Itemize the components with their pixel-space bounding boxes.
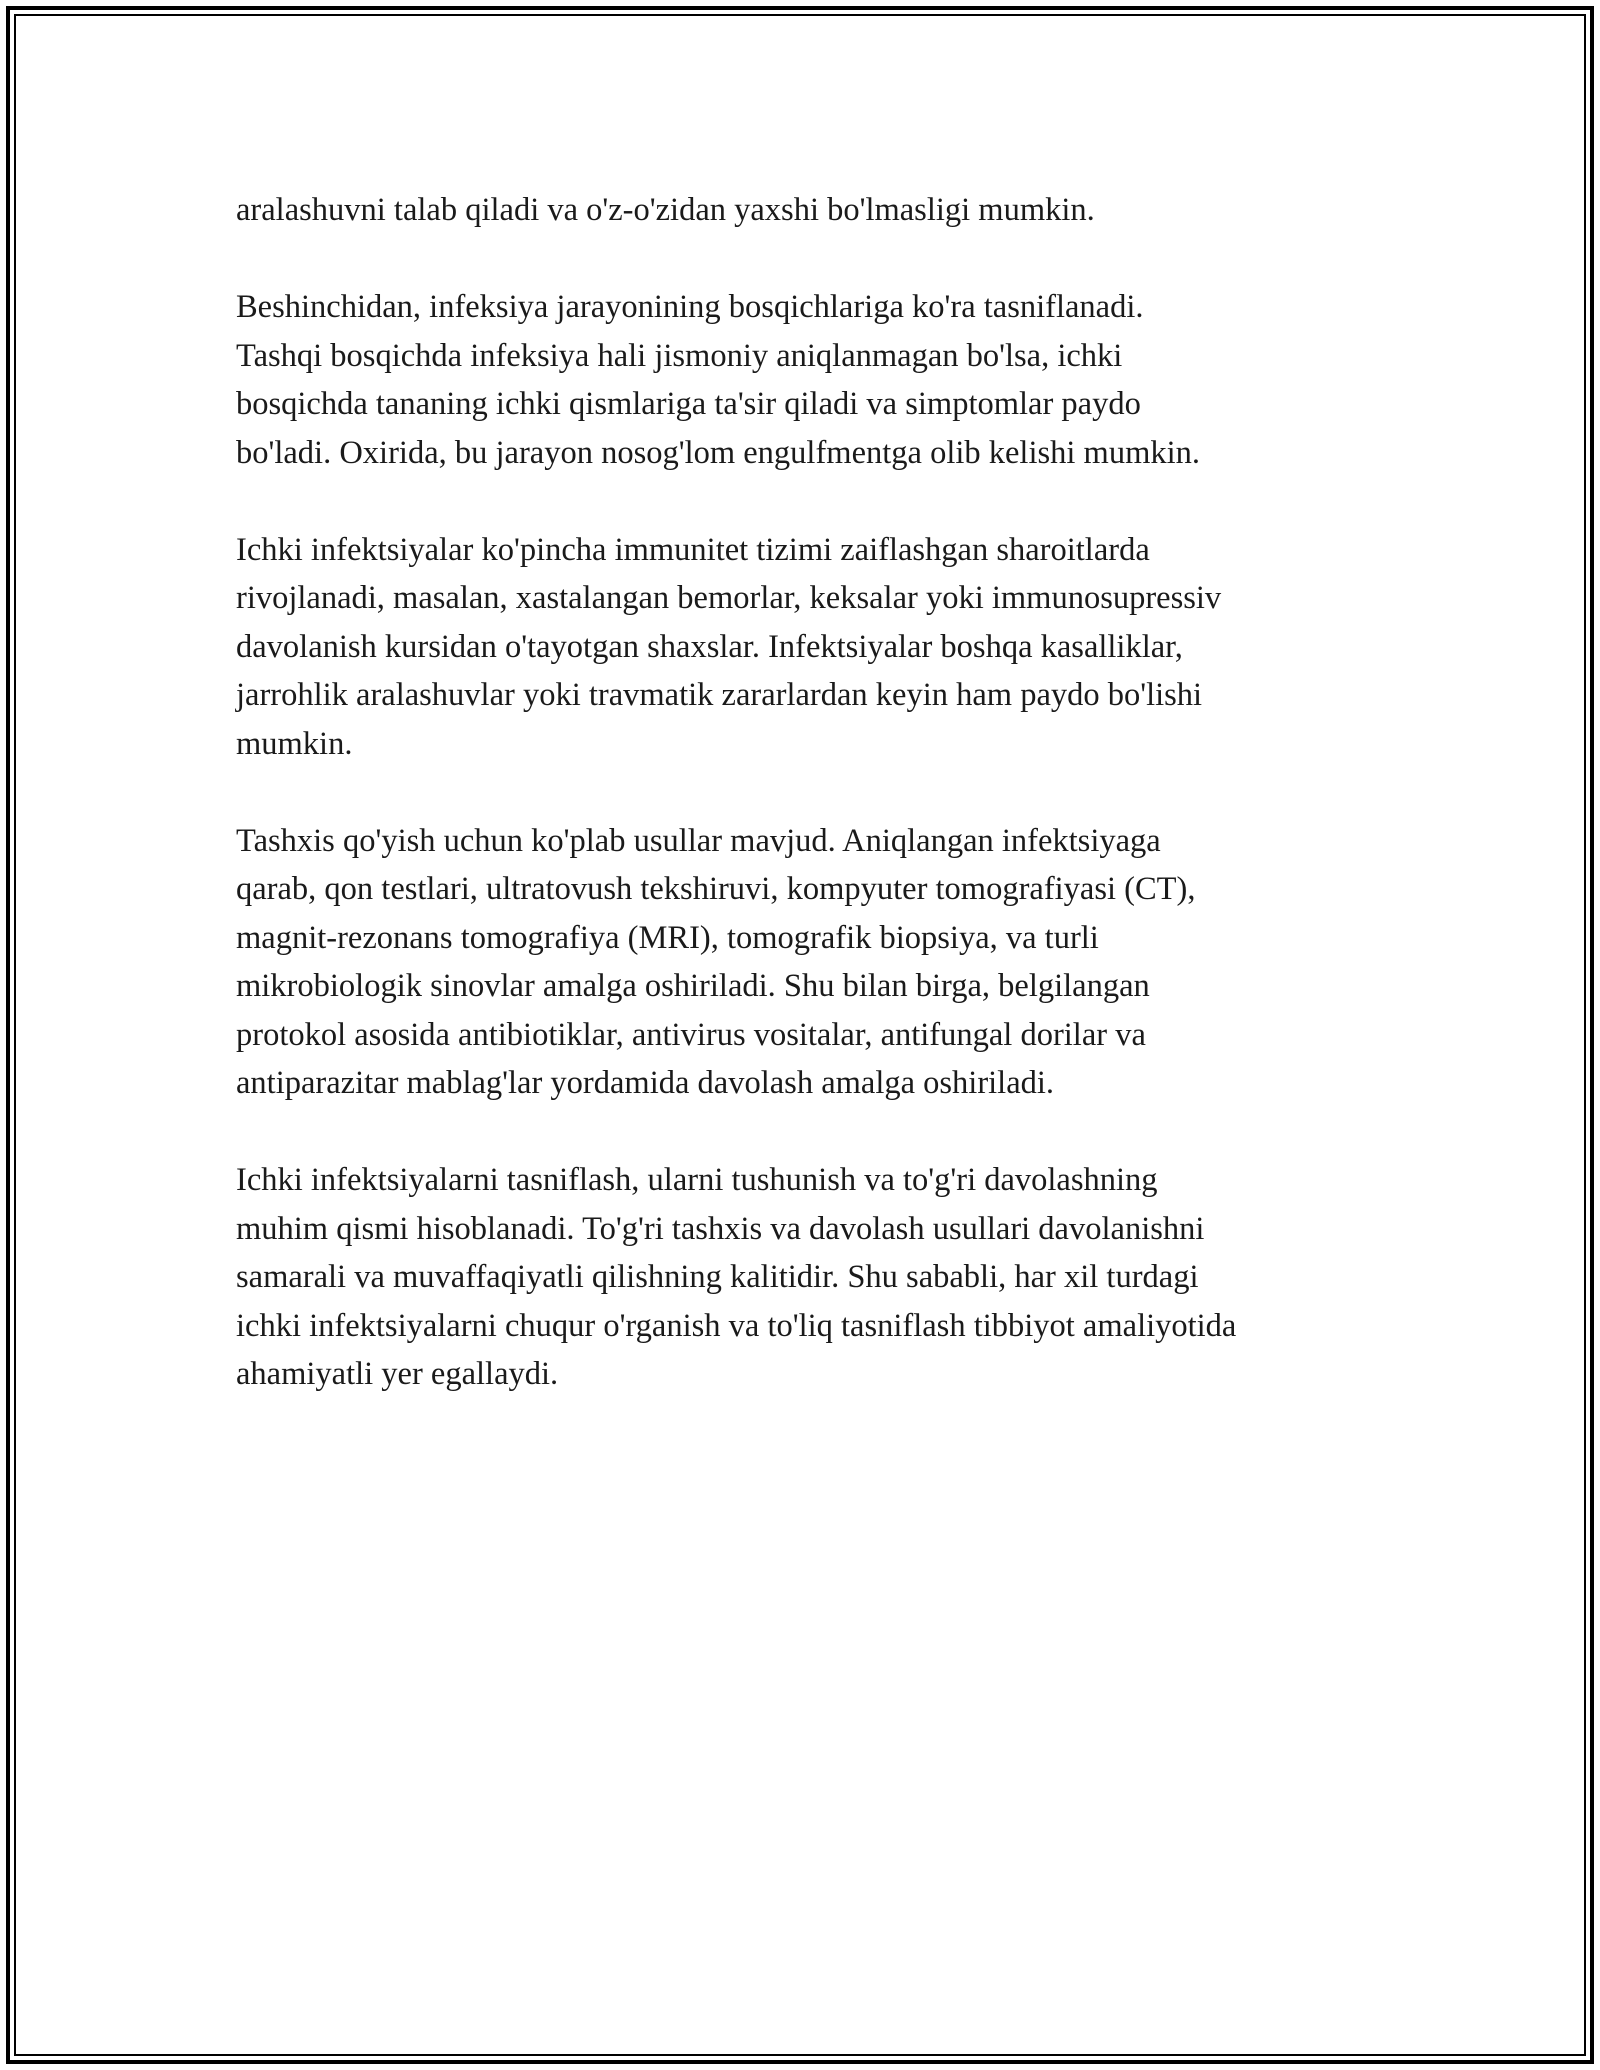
text-line: Beshinchidan, infeksiya jarayonining bosqichlariga ko'ra tasniflanadi. [236, 289, 1144, 325]
text-line: muhim qismi hisoblanadi. To'g'ri tashxis va davolash usullari davolanishni [236, 1210, 1205, 1247]
text-line: aralashuvni talab qiladi va o'z-o'zidan yaxshi bo'lmasligi mumkin. [236, 192, 1095, 228]
text-line: Ichki infektsiyalarni tasniflash, ularni tushunish va to'g'ri davolashning [236, 1162, 1158, 1198]
document-body [236, 186, 1416, 1447]
text-line: ichki infektsiyalarni chuqur o'rganish va to'liq tasniflash tibbiyot amaliyotida [236, 1307, 1237, 1344]
text-line: magnit-rezonans tomografiya (MRI), tomografik biopsiya, va turli [236, 919, 1099, 956]
text-line: mumkin. [236, 725, 353, 762]
paragraph-1 [236, 186, 1416, 235]
text-line: qarab, qon testlari, ultratovush tekshiruvi, kompyuter tomografiyasi (CT), [236, 871, 1196, 907]
text-line: mikrobiologik sinovlar amalga oshiriladi. Shu bilan birga, belgilangan [236, 968, 1150, 1004]
paragraph-3 [236, 526, 1416, 769]
paragraph-4 [236, 817, 1416, 1108]
text-line: antiparazitar mablag'lar yordamida davolash amalga oshiriladi. [236, 1065, 1055, 1101]
paragraph-2 [236, 283, 1416, 477]
text-line: ahamiyatli yer egallaydi. [236, 1356, 559, 1392]
text-line: Tashqi bosqichda infeksiya hali jismoniy aniqlanmagan bo'lsa, ichki [236, 337, 1123, 374]
text-line: Ichki infektsiyalar ko'pincha immunitet tizimi zaiflashgan sharoitlarda [236, 531, 1150, 568]
text-line: protokol asosida antibiotiklar, antivirus vositalar, antifungal dorilar va [236, 1016, 1146, 1053]
text-line: jarrohlik aralashuvlar yoki travmatik zararlardan keyin ham paydo bo'lishi [236, 677, 1203, 713]
text-line: rivojlanadi, masalan, xastalangan bemorlar, keksalar yoki immunosupressiv [236, 580, 1222, 616]
text-line: bosqichda tananing ichki qismlariga ta'sir qiladi va simptomlar paydo [236, 386, 1141, 422]
text-line: bo'ladi. Oxirida, bu jarayon nosog'lom engulfmentga olib kelishi mumkin. [236, 434, 1201, 471]
text-line: Tashxis qo'yish uchun ko'plab usullar mavjud. Aniqlangan infektsiyaga [236, 822, 1161, 859]
text-line: samarali va muvaffaqiyatli qilishning kalitidir. Shu sababli, har xil turdagi [236, 1259, 1199, 1295]
paragraph-5 [236, 1156, 1416, 1399]
text-line: davolanish kursidan o'tayotgan shaxslar. Infektsiyalar boshqa kasalliklar, [236, 628, 1183, 665]
